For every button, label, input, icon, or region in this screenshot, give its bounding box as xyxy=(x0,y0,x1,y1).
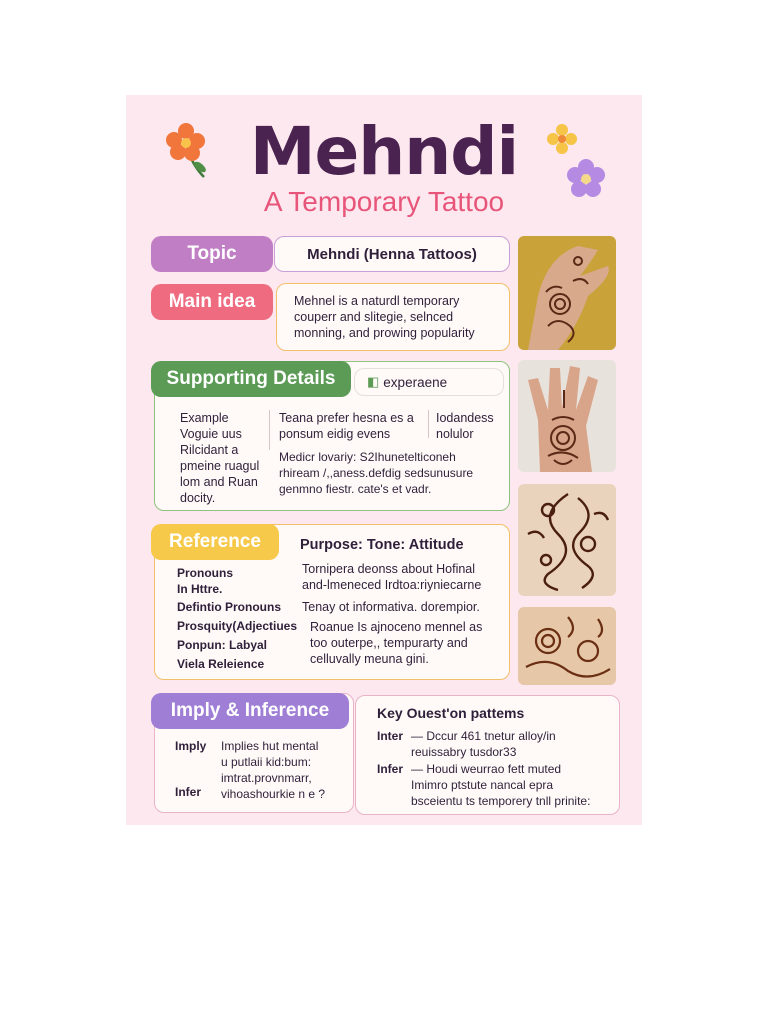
imply-row-label: Imply xyxy=(175,739,207,753)
reference-label: Reference xyxy=(151,524,279,560)
main-idea-label: Main idea xyxy=(151,284,273,320)
imply-label: Imply & Inference xyxy=(151,693,349,729)
reference-heading: Purpose: Tone: Attitude xyxy=(300,537,464,553)
henna-hand-photo-2 xyxy=(518,360,616,472)
reference-item-1: Pronouns In Httre. xyxy=(177,566,233,596)
key-row-1-text: — Dccur 461 tnetur alloy/in reuissabry tusdor33 xyxy=(411,729,556,759)
henna-design-photo-4 xyxy=(518,607,616,685)
supporting-label: Supporting Details xyxy=(151,361,351,397)
main-idea-text: Mehnel is a naturdl temporary couperr and slitegie, selnced monning, and prowing popularity xyxy=(294,294,475,340)
supporting-col-3: Iodandess nolulor xyxy=(436,411,494,441)
key-patterns-heading: Key Ouest'on pattems xyxy=(377,705,525,721)
reference-desc-3: Roanue Is ajnoceno mennel as too outerpe,, tempurarty and celluvally meuna gini. xyxy=(310,620,483,666)
imply-row-text: Implies hut mental u putlaii kid:bum: imtrat.provnmarr, vihoashourkie n e ? xyxy=(221,739,326,801)
poster xyxy=(126,95,642,825)
supporting-col-example: Example Voguie uus Rilcidant a pmeine ruagul lom and Ruan docity. xyxy=(180,411,260,505)
supporting-col-2: Teana prefer hesna es a ponsum eidig evens xyxy=(279,411,414,441)
document-icon: ◧ xyxy=(367,374,380,389)
topic-box xyxy=(274,236,510,272)
key-row-1-label: Inter xyxy=(377,729,404,743)
reference-desc-2: Tenay ot informativa. dorempior. xyxy=(302,600,480,614)
supporting-col-4: Medicr lovariy: S2Ihunetelticoneh rhiream /,,aness.defdig sedsunusure genmno fiestr. cate's et vadr. xyxy=(279,450,474,496)
reference-item-4: Ponpun: Labyal xyxy=(177,638,267,652)
key-row-2-label: Infer xyxy=(377,762,404,776)
page-subtitle: A Temporary Tattoo xyxy=(263,186,505,217)
topic-label: Topic xyxy=(151,236,273,272)
henna-design-photo-3 xyxy=(518,484,616,596)
reference-item-5: Viela Releience xyxy=(177,657,265,671)
reference-desc-1: Tornipera deonss about Hofinal and-lmeneced Irdtoa:riyniecarne xyxy=(302,562,482,592)
page-title: Mehndi xyxy=(249,113,519,190)
supporting-tag: experaene xyxy=(383,374,448,390)
reference-item-2: Defintio Pronouns xyxy=(177,600,281,614)
henna-hand-photo-1 xyxy=(518,236,616,350)
supporting-tag-box xyxy=(354,368,504,396)
key-row-2-text: — Houdi weurrao fett muted Imimro ptstute nancal epra bsceientu ts temporery tnll prinite: xyxy=(411,762,591,808)
reference-item-3: Prosquity(Adjectiues xyxy=(177,619,298,633)
topic-value: Mehndi (Henna Tattoos) xyxy=(307,245,477,263)
infer-row-label: Infer xyxy=(175,785,202,799)
